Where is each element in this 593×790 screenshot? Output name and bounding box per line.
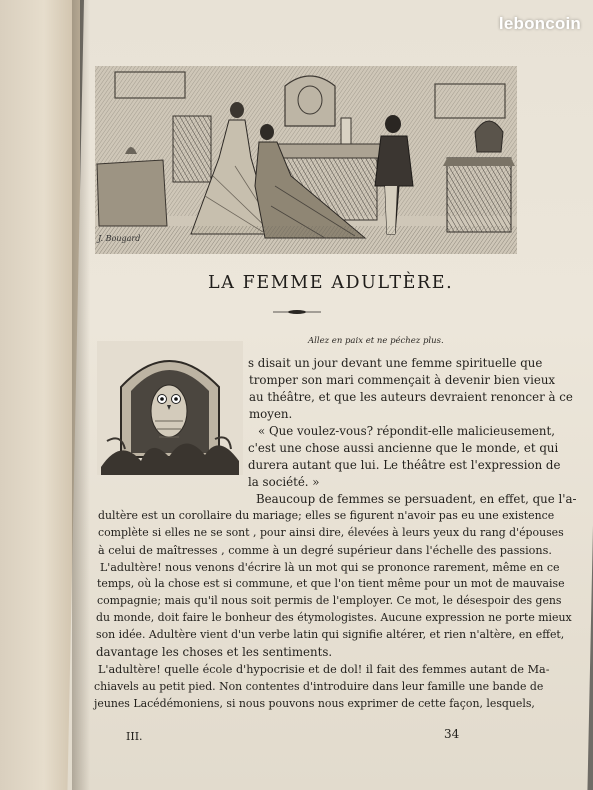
text-line: dultère est un corollaire du mariage; elles se figurent n'avoir pas eu une existence [98,509,555,522]
text-line: s disait un jour devant une femme spirituelle que [248,356,543,370]
text-line: Beaucoup de femmes se persuadent, en effet, que l'a- [256,492,577,506]
owl-vignette [97,341,243,475]
watermark-logo: leboncoin [498,14,581,33]
text-line: à celui de maîtresses , comme à un degré supérieur dans l'échelle des passions. [98,544,552,557]
engraver-signature: J. Bougard [98,234,141,243]
salon-scene [95,66,517,254]
text-line: compagnie; mais qu'il nous soit permis de l'employer. Ce mot, le désespoir des gens [97,594,562,607]
chapter-title: LA FEMME ADULTÈRE. [208,273,454,293]
text-line: L'adultère! nous venons d'écrire là un mot qui se prononce rarement, même en ce [100,561,560,574]
text-line: complète si elles ne se sont , pour ainsi dire, élevées à leurs yeux du rang d'épouses [98,526,564,539]
page-number: 34 [444,727,460,741]
text-line: son idée. Adultère vient d'un verbe latin qui signifie altérer, et rien n'altère, en effet, [96,628,565,641]
text-line: chiavels au petit pied. Non contentes d'introduire dans leur famille une bande de [94,680,544,693]
text-line: jeunes Lacédémoniens, si nous pouvons nous exprimer de cette façon, lesquels, [94,697,535,710]
text-line: du monde, doit faire le bonheur des étymologistes. Aucune expression ne porte mieux [96,611,572,624]
text-line: davantage les choses et les sentiments. [96,645,333,659]
text-line: moyen. [249,407,293,421]
book-gutter [72,0,90,790]
volume-number: III. [126,730,143,743]
chapter-epigraph: Allez en paix et ne péchez plus. [308,336,444,346]
text-line: la société. » [248,475,320,489]
title-ornament [273,309,321,315]
text-line: tromper son mari commençait à devenir bien vieux [249,373,556,387]
left-page-edge [0,0,80,790]
text-line: durera autant que lui. Le théâtre est l'expression de [248,458,561,472]
text-line: au théâtre, et que les auteurs devraient renoncer à ce [249,390,573,404]
text-line: L'adultère! quelle école d'hypocrisie et de dol! il fait des femmes autant de Ma- [98,663,550,676]
text-line: c'est une chose aussi ancienne que le monde, et qui [248,441,559,455]
engraving-illustration [95,66,517,254]
text-line: temps, où la chose est si commune, et que l'on tient même pour un mot de mauvaise [97,577,565,590]
text-line: « Que voulez-vous? répondit-elle malicieusement, [258,424,555,438]
